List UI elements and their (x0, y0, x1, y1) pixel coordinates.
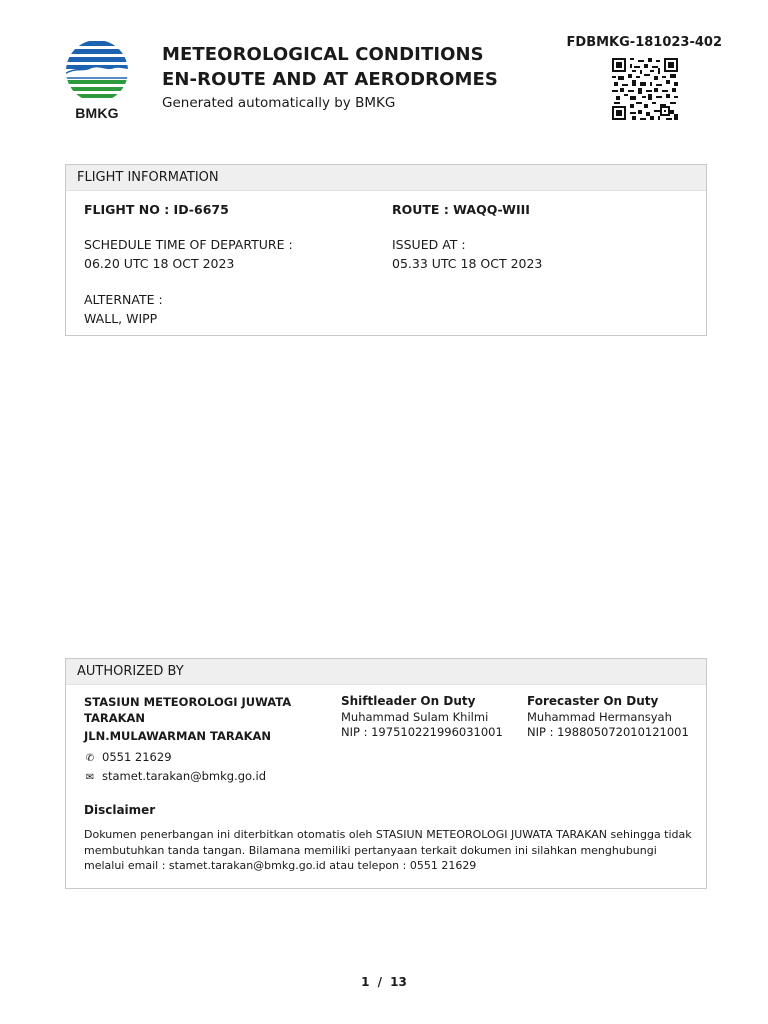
qr-code-icon (612, 58, 678, 120)
disclaimer-title: Disclaimer (84, 803, 156, 817)
phone-icon: ✆ (85, 753, 95, 764)
authorized-by-section (65, 658, 707, 889)
logo-text: BMKG (75, 105, 119, 121)
shiftleader-name: Muhammad Sulam Khilmi (341, 710, 489, 724)
phone-number: 0551 21629 (102, 750, 172, 764)
shiftleader-nip: NIP : 197510221996031001 (341, 725, 503, 739)
station-address: JLN.MULAWARMAN TARAKAN (84, 729, 272, 743)
schedule-departure-label: SCHEDULE TIME OF DEPARTURE : (84, 237, 293, 252)
disclaimer-text: Dokumen penerbangan ini diterbitkan otomatis oleh STASIUN METEOROLOGI JUWATA TARAKAN sehingga tidak membutuhkan tanda tangan. Bilamana memiliki pertanyaan terkait dokumen ini silahkan menghubungi melalui email : stamet.tarakan@bmkg.go.id atau telepon : 0551 21629 (84, 828, 692, 872)
route: ROUTE : WAQQ-WIII (392, 202, 530, 217)
station-name-line-1: STASIUN METEOROLOGI JUWATA (84, 695, 292, 709)
envelope-icon: ✉ (85, 772, 95, 783)
forecaster-label: Forecaster On Duty (527, 694, 659, 708)
page-number: 1 / 13 (361, 975, 407, 989)
flight-information-heading: FLIGHT INFORMATION (66, 165, 706, 191)
phone-contact (84, 750, 172, 766)
title-line-1: METEOROLOGICAL CONDITIONS (162, 44, 484, 65)
bmkg-logo (60, 38, 134, 124)
authorized-by-heading: AUTHORIZED BY (66, 659, 706, 685)
email-address: stamet.tarakan@bmkg.go.id (102, 769, 267, 783)
forecaster-nip: NIP : 198805072010121001 (527, 725, 689, 739)
title-block (162, 42, 542, 111)
email-contact (84, 769, 266, 785)
bmkg-emblem-icon (60, 38, 134, 104)
issued-at-label: ISSUED AT : (392, 237, 466, 252)
schedule-departure-value: 06.20 UTC 18 OCT 2023 (84, 256, 235, 271)
alternate-value: WALL, WIPP (84, 311, 158, 326)
title-line-2: EN-ROUTE AND AT AERODROMES (162, 69, 498, 90)
forecaster-name: Muhammad Hermansyah (527, 710, 672, 724)
flight-information-section (65, 164, 707, 336)
station-name-line-2: TARAKAN (84, 711, 146, 725)
flight-number: FLIGHT NO : ID-6675 (84, 202, 229, 217)
subtitle: Generated automatically by BMKG (162, 95, 396, 111)
document-id: FDBMKG-181023-402 (566, 35, 722, 50)
alternate-label: ALTERNATE : (84, 292, 163, 307)
shiftleader-label: Shiftleader On Duty (341, 694, 476, 708)
issued-at-value: 05.33 UTC 18 OCT 2023 (392, 256, 543, 271)
